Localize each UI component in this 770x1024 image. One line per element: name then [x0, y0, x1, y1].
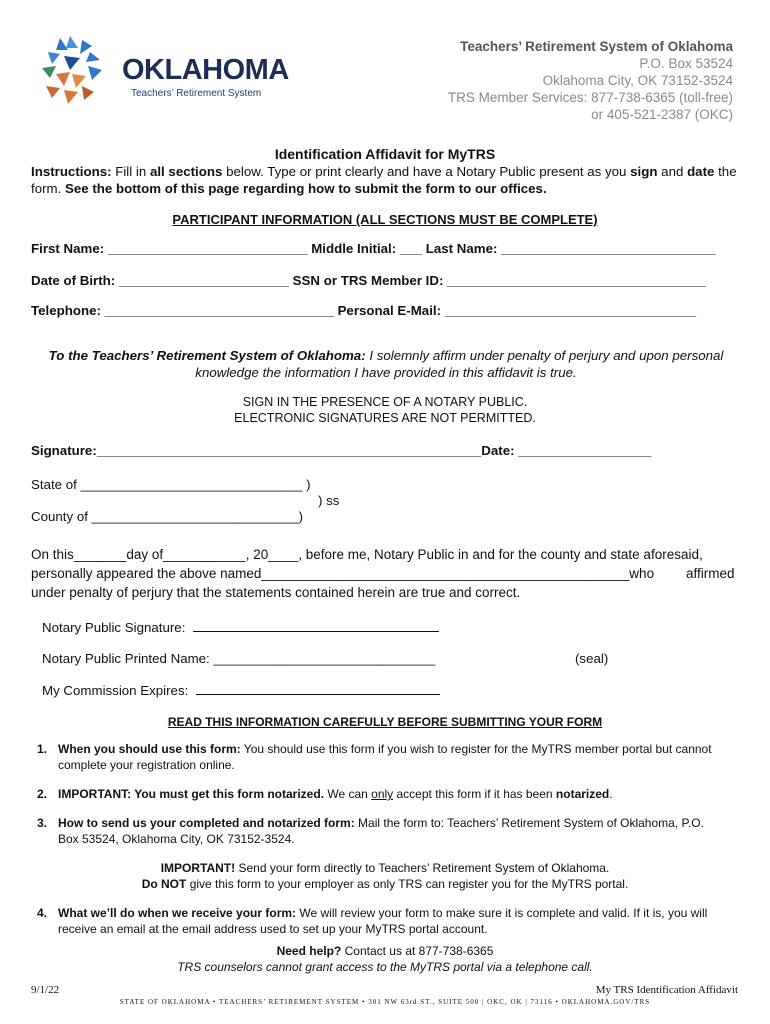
po-box: P.O. Box 53524	[639, 56, 733, 71]
important-note: IMPORTANT! Send your form directly to Teachers’ Retirement System of Oklahoma. Do NOT give this form to your employer as only TRS can register you for the MyTRS portal.	[141, 861, 629, 891]
dob-ssn-fields[interactable]: Date of Birth: _______________________ SSN or TRS Member ID: ___________________________________	[31, 273, 706, 288]
perjury-line: under penalty of perjury that the statements contained herein are true and correct.	[31, 585, 521, 600]
phone-tollfree: TRS Member Services: 877-738-6365 (toll-free)	[447, 90, 733, 105]
logo-wordmark: OKLAHOMA	[122, 54, 289, 86]
notary-signature-field[interactable]: Notary Public Signature:	[42, 620, 439, 635]
info-item-2: 2. IMPORTANT: You must get this form notarized. We can only accept this form if it has been notarized.	[37, 787, 613, 801]
notary-printed-name-field[interactable]: Notary Public Printed Name: ______________________________	[42, 651, 436, 666]
info-item-1: 1. When you should use this form: You should use this form if you wish to register for the MyTRS member portal but cannot complete your registration online.	[37, 742, 712, 772]
state-of-field[interactable]: State of ______________________________ )	[31, 477, 311, 492]
affirmed-word: affirmed	[686, 566, 735, 581]
participant-header: PARTICIPANT INFORMATION (ALL SECTIONS MUST BE COMPLETE)	[172, 212, 598, 227]
form-date: 9/1/22	[31, 984, 60, 996]
notary-notice: SIGN IN THE PRESENCE OF A NOTARY PUBLIC. ELECTRONIC SIGNATURES ARE NOT PERMITTED.	[234, 395, 536, 425]
city: Oklahoma City, OK 73152-3524	[542, 73, 733, 88]
instructions: Instructions: Fill in all sections below. Type or print clearly and have a Notary Public present as you sign and date the form. See the bottom of this page regarding how to submit the form to our offices.	[31, 164, 737, 196]
header-address	[448, 38, 733, 123]
info-item-3: 3. How to send us your completed and notarized form: Mail the form to: Teachers’ Retirement System of Oklahoma, P.O. Box 53524, Oklahoma City, OK 73152-3524.	[37, 816, 704, 846]
phone-email-fields[interactable]: Telephone: _______________________________ Personal E-Mail: __________________________________	[31, 303, 697, 318]
commission-expires-field[interactable]: My Commission Expires:	[42, 683, 440, 698]
phone-okc: or 405-521-2387 (OKC)	[591, 107, 733, 122]
oklahoma-star-icon	[40, 36, 120, 108]
ss-marker: ) ss	[318, 493, 340, 508]
seal-label: (seal)	[575, 651, 609, 666]
county-of-field[interactable]: County of ____________________________)	[31, 509, 304, 524]
on-this-line[interactable]: On this_______day of___________, 20____, before me, Notary Public in and for the county and state aforesaid,	[31, 547, 703, 562]
signature-date-line[interactable]: Signature:____________________________________________________Date: __________________	[31, 443, 652, 458]
read-carefully-header: READ THIS INFORMATION CAREFULLY BEFORE SUBMITTING YOUR FORM	[167, 715, 603, 729]
form-name: My TRS Identification Affidavit	[595, 984, 738, 996]
affirmation: To the Teachers’ Retirement System of Oklahoma: I solemnly affirm under penalty of perjury and upon personal knowledge the information I have provided in this affidavit is true.	[48, 348, 724, 380]
footer-address-bar: STATE OF OKLAHOMA • TEACHERS’ RETIREMENT SYSTEM • 301 NW 63rd ST., SUITE 500 | OKC, OK | 73116 • OKLAHOMA.GOV/TRS	[119, 998, 651, 1006]
logo-subtitle: Teachers’ Retirement System	[131, 88, 262, 99]
org-name: Teachers’ Retirement System of Oklahoma	[460, 39, 733, 54]
name-fields[interactable]: First Name: ___________________________ Middle Initial: ___ Last Name: _____________________________	[31, 241, 716, 256]
trs-logo	[40, 36, 290, 108]
help-section: Need help? Contact us at 877-738-6365 TRS counselors cannot grant access to the MyTRS portal via a telephone call.	[177, 944, 593, 974]
appeared-line[interactable]: personally appeared the above named_________________________________________________who	[31, 566, 655, 581]
form-title: Identification Affidavit for MyTRS	[274, 146, 496, 162]
info-item-4: 4. What we’ll do when we receive your form: We will review your form to make sure it is complete and valid. If it is, you will receive an email at the email address used to set up your MyTRS portal account.	[37, 906, 708, 936]
